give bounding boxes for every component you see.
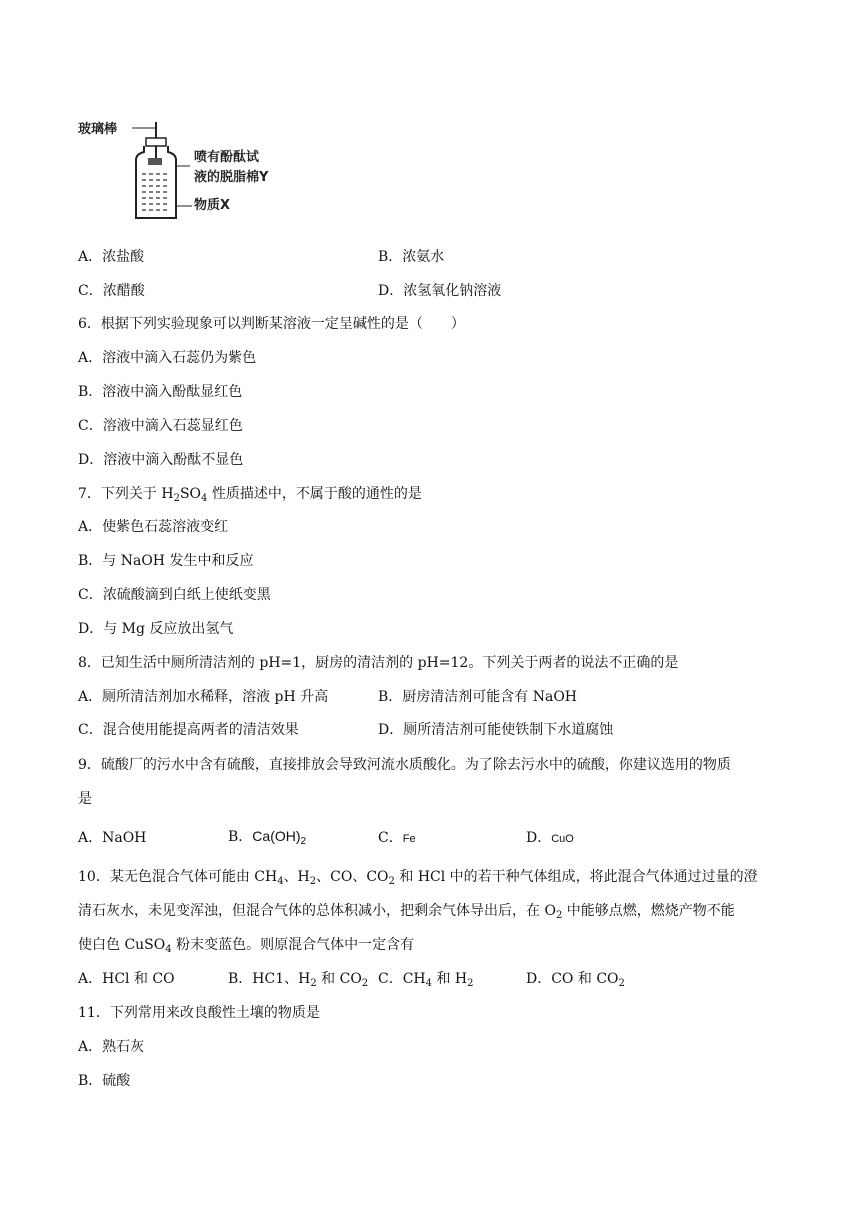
q11-option-b: B．硫酸: [78, 1073, 131, 1089]
q9-option-b-sub: 2: [300, 836, 307, 847]
q9-option-c-prefix: C．: [378, 830, 403, 846]
q8-option-a: A．厕所清洁剂加水稀释，溶液 pH 升高: [78, 689, 329, 705]
q7-stem-sub2: 4: [201, 493, 208, 504]
q9-option-b: [228, 827, 306, 846]
q9-stem-line1: 9．硫酸厂的污水中含有硫酸，直接排放会导致河流水质酸化。为了除去污水中的硫酸，你建议选用的物质: [78, 757, 731, 773]
q5-option-a: A．浓盐酸: [78, 249, 145, 265]
q10-option-b: [228, 970, 368, 988]
q7-option-d: D．与 Mg 反应放出氢气: [78, 621, 234, 637]
cotton-label-line2: 液的脱脂棉Y: [194, 170, 269, 185]
q7-stem: [78, 485, 422, 503]
substance-x-lines: [142, 174, 170, 210]
q10-ob-b: 和 CO: [316, 971, 362, 987]
q9-option-d-prefix: D．: [526, 830, 552, 846]
q10-oc-b: 和 H: [432, 971, 468, 987]
stopper: [146, 138, 166, 146]
q5-option-d: D．浓氢氧化钠溶液: [378, 283, 502, 299]
q10-l1-b: 、H: [283, 869, 310, 885]
q7-option-b: B．与 NaOH 发生中和反应: [78, 553, 254, 569]
q9-option-d-formula: CuO: [551, 833, 574, 845]
q8-option-d: D．厕所清洁剂可能使铁制下水道腐蚀: [378, 722, 614, 738]
q7-option-a: A．使紫色石蕊溶液变红: [78, 519, 229, 535]
q10-l1-s3: 2: [388, 876, 395, 887]
q9-option-b-prefix: B．: [228, 829, 253, 845]
cotton-y: [148, 158, 162, 165]
q5-option-b: B．浓氨水: [378, 249, 445, 265]
q7-stem-sub1: 2: [173, 493, 180, 504]
q10-l2-b: 中能够点燃，燃烧产物不能: [562, 903, 735, 919]
q10-oc-s2: 2: [467, 978, 474, 989]
q8-option-b: B．厨房清洁剂可能含有 NaOH: [378, 689, 578, 705]
q10-l2-s1: 2: [555, 910, 563, 921]
substance-label: 物质X: [194, 198, 231, 213]
q6-option-b: B．溶液中滴入酚酞显红色: [78, 384, 243, 400]
q10-l3-a: 使白色 CuSO: [78, 937, 166, 953]
q7-stem-mid: SO: [179, 486, 202, 502]
q10-stem-line1: [78, 868, 758, 886]
q7-option-c: C．浓硫酸滴到白纸上使纸变黑: [78, 587, 271, 603]
q10-ob-s2: 2: [361, 978, 369, 989]
q10-od-s1: 2: [618, 978, 625, 989]
q9-option-b-formula: Ca(OH): [252, 828, 301, 844]
q9-option-c: [378, 829, 416, 848]
rod-label: 玻璃棒: [78, 122, 118, 137]
q10-l1-d: 和 HCl 中的若干种气体组成，将此混合气体通过过量的澄: [394, 869, 758, 885]
q11-stem: 11．下列常用来改良酸性土壤的物质是: [78, 1005, 320, 1021]
q10-ob-a: B．HC1、H: [228, 971, 311, 987]
q9-option-d: [526, 829, 574, 848]
q10-oc-a: C．CH: [378, 971, 426, 987]
q7-stem-pre: 7．下列关于 H: [78, 486, 174, 502]
q6-option-a: A．溶液中滴入石蕊仍为紫色: [78, 350, 257, 366]
q6-stem: 6．根据下列实验现象可以判断某溶液一定呈碱性的是（ ）: [78, 316, 465, 332]
q10-l2-a: 清石灰水，未见变浑浊，但混合气体的总体积减小，把剩余气体导出后，在 O: [78, 903, 556, 919]
apparatus-figure: [78, 118, 298, 228]
q10-l1-a: 10．某无色混合气体可能由 CH: [78, 869, 278, 885]
q10-l1-s2: 2: [309, 876, 317, 887]
q10-l3-s1: 4: [165, 944, 172, 955]
cotton-label-line1: 喷有酚酞试: [194, 150, 260, 165]
q10-option-c: [378, 970, 474, 988]
q6-option-d: D．溶液中滴入酚酞不显色: [78, 452, 244, 468]
q11-option-a: A．熟石灰: [78, 1039, 145, 1055]
q9-option-c-formula: Fe: [402, 833, 416, 845]
q10-oc-s1: 4: [425, 978, 433, 989]
q6-option-c: C．溶液中滴入石蕊显红色: [78, 418, 243, 434]
q10-ob-s1: 2: [310, 978, 317, 989]
q10-l1-c: 、CO、CO: [316, 869, 389, 885]
q10-stem-line3: [78, 936, 414, 954]
q10-option-d: [526, 970, 625, 988]
q10-l3-b: 粉末变蓝色。则原混合气体中一定含有: [171, 937, 415, 953]
q8-stem: 8．已知生活中厕所清洁剂的 pH=1，厨房的清洁剂的 pH=12。下列关于两者的说法不正确的是: [78, 655, 679, 671]
q10-stem-line2: [78, 902, 735, 920]
q9-stem-line2: 是: [78, 791, 92, 807]
q10-l1-s1: 4: [277, 876, 284, 887]
q10-od-a: D．CO 和 CO: [526, 971, 619, 987]
q8-option-c: C．混合使用能提高两者的清洁效果: [78, 722, 299, 738]
q10-option-a: A．HCl 和 CO: [78, 971, 175, 987]
q7-stem-post: 性质描述中，不属于酸的通性的是: [207, 486, 422, 502]
q9-option-a: A．NaOH: [78, 830, 147, 846]
q5-option-c: C．浓醋酸: [78, 283, 145, 299]
